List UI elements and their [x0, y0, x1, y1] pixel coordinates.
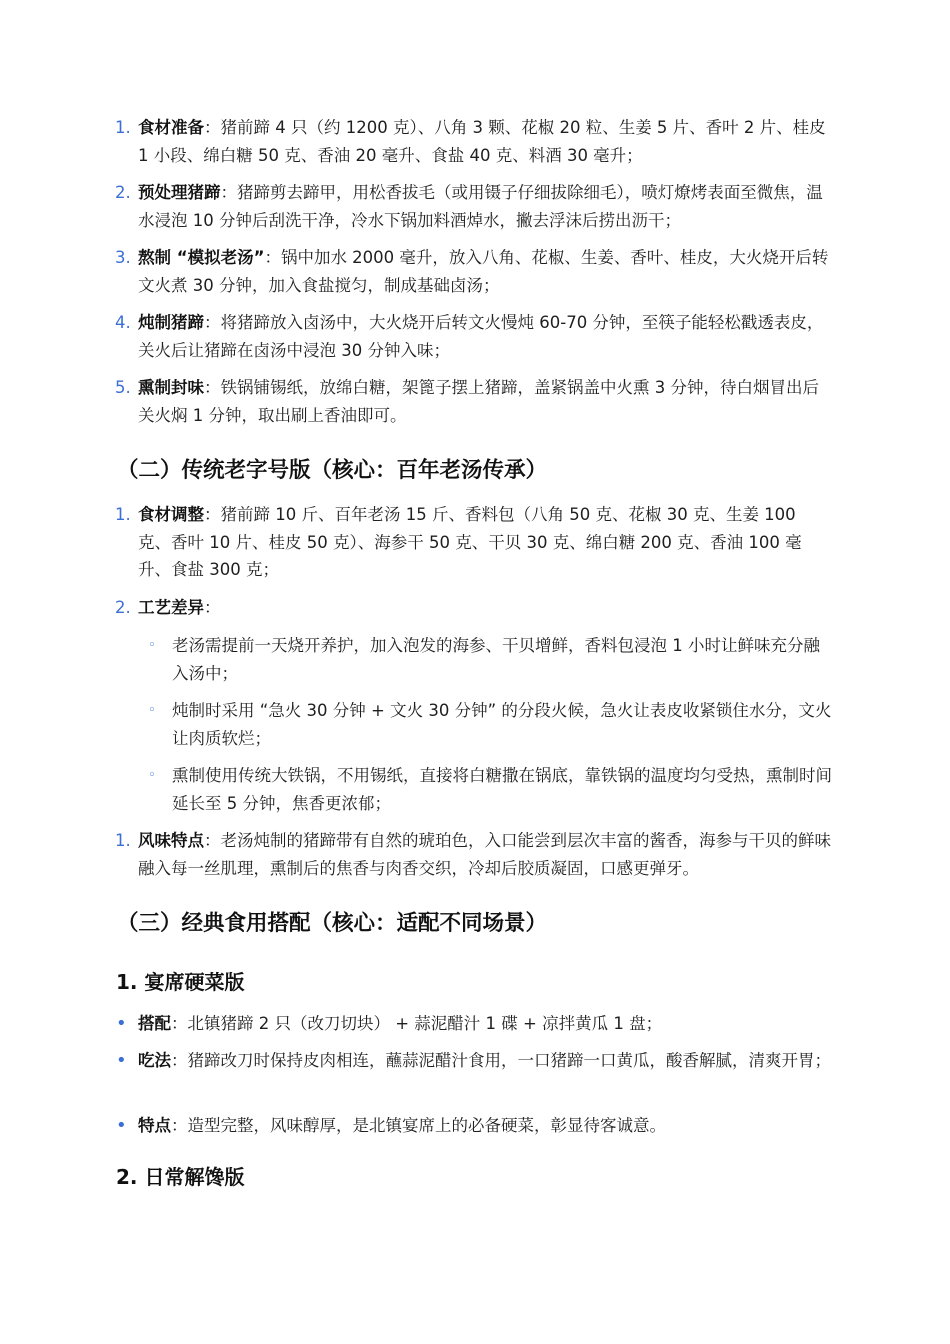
list-number: 1.	[115, 831, 131, 850]
bullet-icon: •	[116, 1115, 127, 1136]
item-text: 猪蹄剪去蹄甲，用松香拔毛（或用镊子仔细拔除细毛），喷灯燎烤表面至微焦，温水浸泡 10 分钟后刮洗干净，冷水下锅加料酒焯水，撇去浮沫后捞出沥干；	[138, 183, 823, 230]
item-text: 锅中加水 2000 毫升，放入八角、花椒、生姜、香叶、桂皮，大火烧开后转文火煮 30 分钟，加入食盐搅匀，制成基础卤汤；	[138, 248, 829, 295]
item-label: 熏制封味	[138, 378, 204, 397]
item-label: 食材调整	[138, 505, 204, 524]
hollow-bullet-icon: ◦	[148, 768, 156, 783]
item-label: 风味特点	[138, 831, 204, 850]
item-label: 吃法	[138, 1051, 171, 1070]
item-separator: ：	[204, 831, 221, 850]
item-text: 炖制时采用 “急火 30 分钟 + 文火 30 分钟” 的分段火候，急火让表皮收紧锁住水分，文火让肉质软烂；	[172, 701, 832, 748]
item-text: 老汤炖制的猪蹄带有自然的琥珀色，入口能尝到层次丰富的酱香，海参与干贝的鲜味融入每一丝肌理，熏制后的焦香与肉香交织，冷却后胶质凝固，口感更弹牙。	[138, 831, 831, 878]
item-text: 猪前蹄 10 斤、百年老汤 15 斤、香料包（八角 50 克、花椒 30 克、生姜 100 克、香叶 10 片、桂皮 50 克）、海参干 50 克、干贝 30 克、绵白糖 200 克、香油 100 毫升、食盐 300 克；	[138, 505, 802, 579]
list-number: 1.	[115, 118, 131, 137]
item-text: 老汤需提前一天烧开养护，加入泡发的海参、干贝增鲜，香料包浸泡 1 小时让鲜味充分融入汤中；	[172, 636, 820, 683]
item-text: 铁锅铺锡纸，放绵白糖，架篦子摆上猪蹄，盖紧锅盖中火熏 3 分钟，待白烟冒出后关火焖 1 分钟，取出刷上香油即可。	[138, 378, 819, 425]
item-text: 熏制使用传统大铁锅，不用锡纸，直接将白糖撒在锅底，靠铁锅的温度均匀受热，熏制时间延长至 5 分钟，焦香更浓郁；	[172, 766, 832, 813]
item-text: 北镇猪蹄 2 只（改刀切块） + 蒜泥醋汁 1 碟 + 凉拌黄瓜 1 盘；	[187, 1014, 663, 1033]
item-label: 预处理猪蹄	[138, 183, 221, 202]
item-label: 工艺差异	[138, 598, 204, 617]
item-label: 搭配	[138, 1014, 171, 1033]
hollow-bullet-icon: ◦	[148, 703, 156, 718]
hollow-bullet-icon: ◦	[148, 638, 156, 653]
list-number: 1.	[115, 505, 131, 524]
item-separator: ：	[204, 313, 221, 332]
item-text: 将猪蹄放入卤汤中，大火烧开后转文火慢炖 60-70 分钟，至筷子能轻松戳透表皮，关火后让猪蹄在卤汤中浸泡 30 分钟入味；	[138, 313, 824, 360]
item-separator: ：	[204, 118, 221, 137]
sub-heading: 1. 宴席硬菜版	[116, 970, 245, 994]
item-separator: ：	[204, 505, 221, 524]
item-label: 熬制 “模拟老汤”	[138, 248, 265, 267]
item-text: 猪蹄改刀时保持皮肉相连，蘸蒜泥醋汁食用，一口猪蹄一口黄瓜，酸香解腻，清爽开胃；	[187, 1051, 831, 1070]
item-label: 炖制猪蹄	[138, 313, 204, 332]
item-separator: ：	[220, 183, 237, 202]
list-number: 3.	[115, 248, 131, 267]
item-separator: ：	[171, 1014, 188, 1033]
item-text: 猪前蹄 4 只（约 1200 克）、八角 3 颗、花椒 20 粒、生姜 5 片、香叶 2 片、桂皮 1 小段、绵白糖 50 克、香油 20 毫升、食盐 40 克、料酒 30 毫升；	[138, 118, 826, 165]
bullet-icon: •	[116, 1013, 127, 1034]
item-text: 造型完整，风味醇厚，是北镇宴席上的必备硬菜，彰显待客诚意。	[187, 1116, 666, 1135]
section-heading: （二）传统老字号版（核心：百年老汤传承）	[117, 458, 548, 483]
list-number: 2.	[115, 598, 131, 617]
list-number: 2.	[115, 183, 131, 202]
section-heading: （三）经典食用搭配（核心：适配不同场景）	[117, 911, 548, 936]
item-separator: ：	[204, 598, 221, 617]
item-separator: ：	[264, 248, 281, 267]
list-number: 4.	[115, 313, 131, 332]
list-number: 5.	[115, 378, 131, 397]
item-label: 特点	[138, 1116, 171, 1135]
bullet-icon: •	[116, 1050, 127, 1071]
item-label: 食材准备	[138, 118, 204, 137]
item-separator: ：	[171, 1116, 188, 1135]
item-separator: ：	[171, 1051, 188, 1070]
item-separator: ：	[204, 378, 221, 397]
sub-heading: 2. 日常解馋版	[116, 1165, 245, 1189]
